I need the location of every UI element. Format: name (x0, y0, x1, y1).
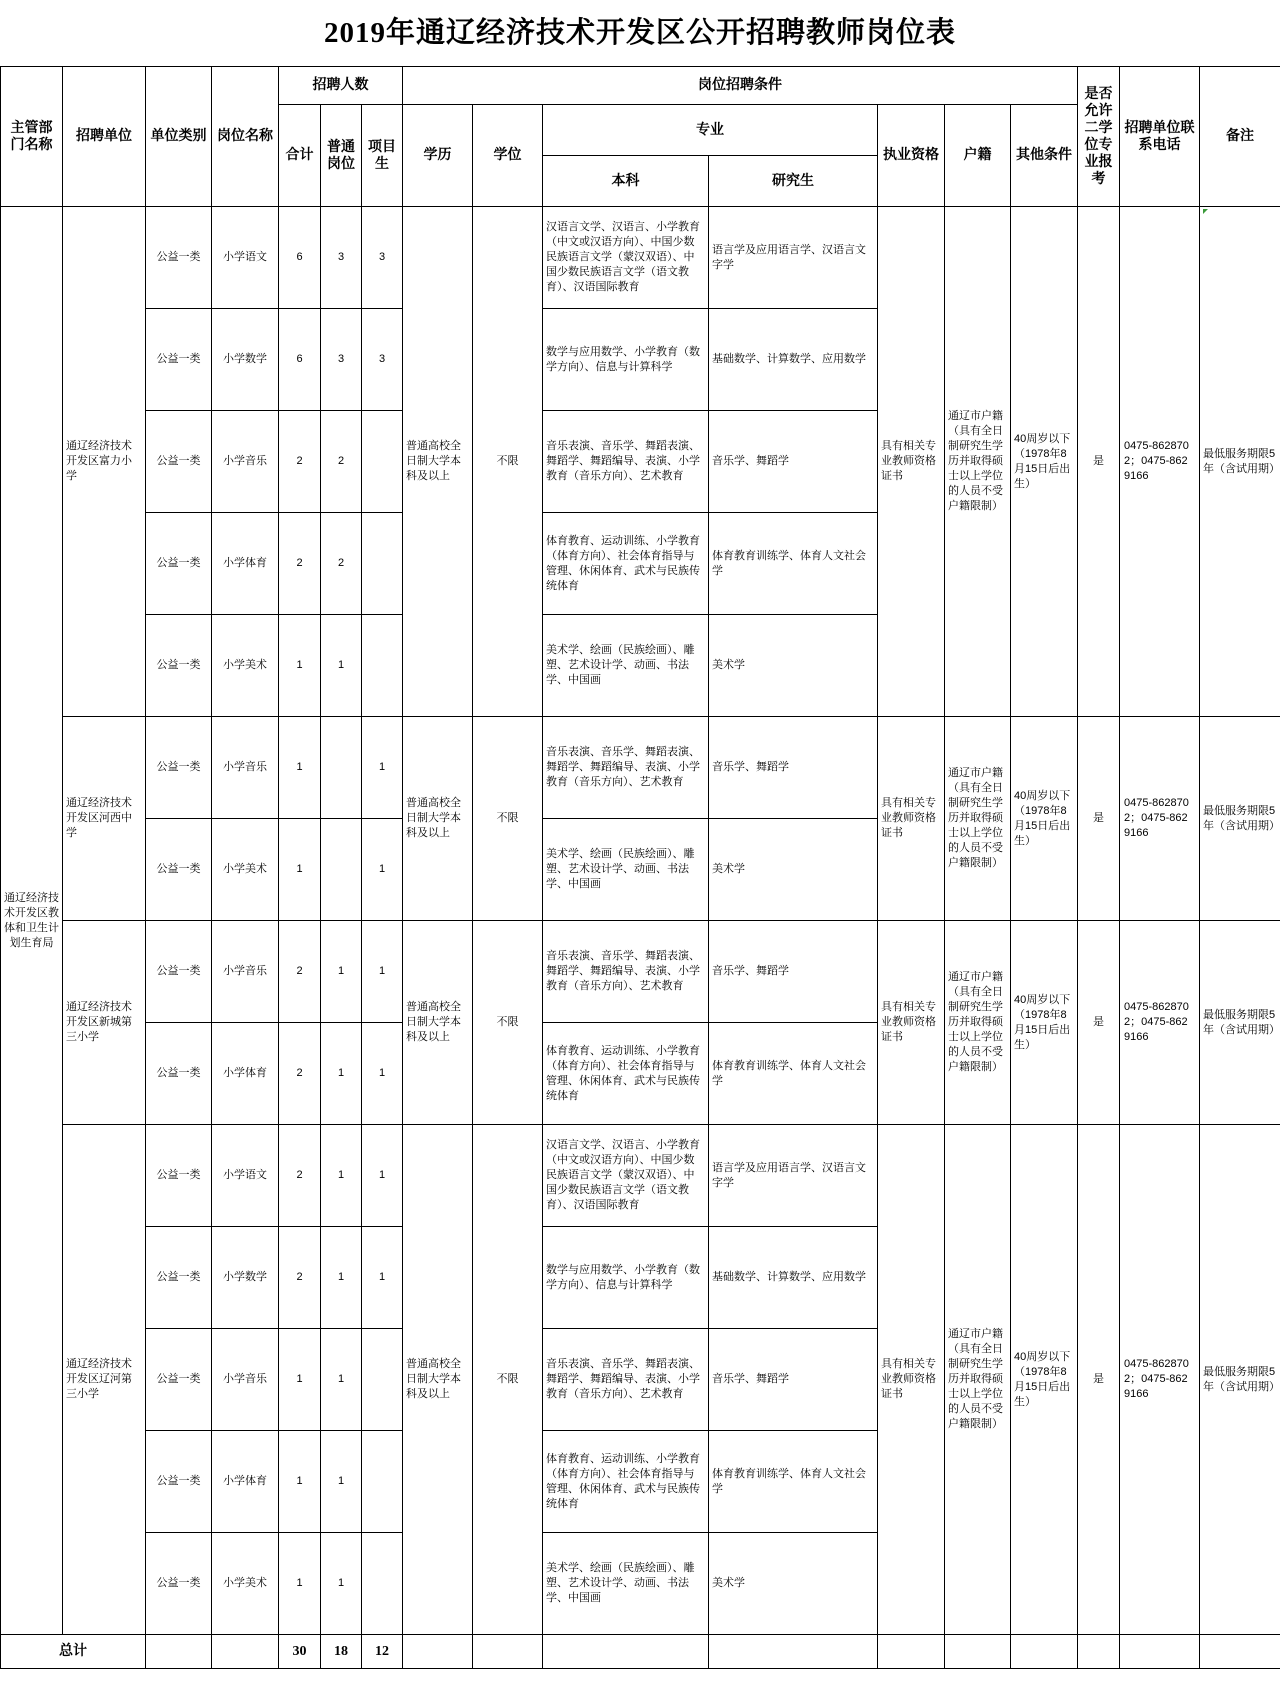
position-cell: 小学体育 (212, 1431, 279, 1533)
header-dept: 主管部门名称 (1, 67, 63, 207)
category-cell: 公益一类 (146, 717, 212, 819)
category-cell: 公益一类 (146, 1023, 212, 1125)
category-cell: 公益一类 (146, 309, 212, 411)
undergrad-cell: 汉语言文学、汉语言、小学教育（中文或汉语方向）、中国少数民族语言文学（蒙汉双语）、中国少数民族语言文学（语文教育）、汉语国际教育 (543, 1125, 709, 1227)
unit-cell: 通辽经济技术开发区河西中学 (63, 717, 146, 921)
other-cell: 40周岁以下（1978年8月15日后出生） (1011, 1125, 1078, 1635)
phone-cell: 0475-8628702；0475-8629166 (1120, 921, 1200, 1125)
category-cell: 公益一类 (146, 1227, 212, 1329)
graduate-cell: 基础数学、计算数学、应用数学 (709, 1227, 878, 1329)
qualification-cell: 具有相关专业教师资格证书 (878, 1125, 945, 1635)
header-undergrad: 本科 (543, 156, 709, 207)
undergrad-cell: 美术学、绘画（民族绘画）、雕塑、艺术设计学、动画、书法学、中国画 (543, 615, 709, 717)
project-cell: 3 (362, 309, 403, 411)
total-cell: 6 (279, 309, 321, 411)
total-cell: 1 (279, 717, 321, 819)
general-cell: 1 (321, 1533, 362, 1635)
header-phone: 招聘单位联系电话 (1120, 67, 1200, 207)
general-cell: 3 (321, 309, 362, 411)
general-cell: 1 (321, 1125, 362, 1227)
positions-table (0, 66, 1280, 1669)
project-cell: 3 (362, 207, 403, 309)
graduate-cell: 美术学 (709, 819, 878, 921)
category-cell: 公益一类 (146, 1329, 212, 1431)
category-cell: 公益一类 (146, 819, 212, 921)
second-degree-cell: 是 (1078, 921, 1120, 1125)
position-cell: 小学语文 (212, 1125, 279, 1227)
header-qualification: 执业资格 (878, 105, 945, 207)
general-cell (321, 717, 362, 819)
total-cell: 2 (279, 411, 321, 513)
header-second-degree: 是否允许二学位专业报考 (1078, 67, 1120, 207)
total-cell: 1 (279, 819, 321, 921)
remarks-cell: 最低服务期限5年（含试用期） (1200, 207, 1280, 717)
graduate-cell: 体育教育训练学、体育人文社会学 (709, 1431, 878, 1533)
header-conditions: 岗位招聘条件 (403, 67, 1078, 105)
project-cell (362, 513, 403, 615)
total-cell: 2 (279, 1023, 321, 1125)
general-cell: 1 (321, 1023, 362, 1125)
total-cell: 2 (279, 921, 321, 1023)
total-cell: 2 (279, 513, 321, 615)
dept-cell: 通辽经济技术开发区教体和卫生计划生育局 (1, 207, 63, 1635)
graduate-cell: 音乐学、舞蹈学 (709, 1329, 878, 1431)
header-project: 项目生 (362, 105, 403, 207)
graduate-cell: 音乐学、舞蹈学 (709, 411, 878, 513)
hukou-cell: 通辽市户籍（具有全日制研究生学历并取得硕士以上学位的人员不受户籍限制） (945, 921, 1011, 1125)
total-cell: 1 (279, 615, 321, 717)
empty-cell (212, 1635, 279, 1669)
category-cell: 公益一类 (146, 1125, 212, 1227)
cell-comment-indicator (1203, 209, 1208, 214)
project-cell (362, 411, 403, 513)
undergrad-cell: 体育教育、运动训练、小学教育（体育方向）、社会体育指导与管理、休闲体育、武术与民族传统体育 (543, 1023, 709, 1125)
undergrad-cell: 音乐表演、音乐学、舞蹈表演、舞蹈学、舞蹈编导、表演、小学教育（音乐方向）、艺术教育 (543, 921, 709, 1023)
project-cell: 1 (362, 819, 403, 921)
undergrad-cell: 汉语言文学、汉语言、小学教育（中文或汉语方向）、中国少数民族语言文学（蒙汉双语）、中国少数民族语言文学（语文教育）、汉语国际教育 (543, 207, 709, 309)
header-unit: 招聘单位 (63, 67, 146, 207)
empty-cell (1078, 1635, 1120, 1669)
graduate-cell: 美术学 (709, 615, 878, 717)
category-cell: 公益一类 (146, 513, 212, 615)
education-cell: 普通高校全日制大学本科及以上 (403, 921, 473, 1125)
unit-cell: 通辽经济技术开发区新城第三小学 (63, 921, 146, 1125)
table-row (1, 717, 1280, 819)
degree-cell: 不限 (473, 921, 543, 1125)
grand-total: 30 (279, 1635, 321, 1669)
empty-cell (1011, 1635, 1078, 1669)
remarks-cell: 最低服务期限5年（含试用期） (1200, 1125, 1280, 1635)
header-graduate: 研究生 (709, 156, 878, 207)
degree-cell: 不限 (473, 717, 543, 921)
empty-cell (403, 1635, 473, 1669)
graduate-cell: 语言学及应用语言学、汉语言文字学 (709, 1125, 878, 1227)
phone-cell: 0475-8628702；0475-8629166 (1120, 717, 1200, 921)
education-cell: 普通高校全日制大学本科及以上 (403, 1125, 473, 1635)
total-cell: 2 (279, 1125, 321, 1227)
grand-project: 12 (362, 1635, 403, 1669)
empty-cell (1200, 1635, 1280, 1669)
table-row (1, 207, 1280, 309)
position-cell: 小学数学 (212, 309, 279, 411)
total-cell: 1 (279, 1329, 321, 1431)
undergrad-cell: 数学与应用数学、小学教育（数学方向）、信息与计算科学 (543, 309, 709, 411)
undergrad-cell: 音乐表演、音乐学、舞蹈表演、舞蹈学、舞蹈编导、表演、小学教育（音乐方向）、艺术教育 (543, 411, 709, 513)
project-cell (362, 1431, 403, 1533)
graduate-cell: 体育教育训练学、体育人文社会学 (709, 513, 878, 615)
project-cell: 1 (362, 717, 403, 819)
general-cell: 2 (321, 411, 362, 513)
totals-row (1, 1635, 1280, 1669)
header-major: 专业 (543, 105, 878, 156)
hukou-cell: 通辽市户籍（具有全日制研究生学历并取得硕士以上学位的人员不受户籍限制） (945, 207, 1011, 717)
position-cell: 小学美术 (212, 615, 279, 717)
header-general: 普通岗位 (321, 105, 362, 207)
position-cell: 小学体育 (212, 1023, 279, 1125)
general-cell (321, 819, 362, 921)
header-hukou: 户籍 (945, 105, 1011, 207)
header-remarks: 备注 (1200, 67, 1280, 207)
position-cell: 小学音乐 (212, 921, 279, 1023)
project-cell (362, 615, 403, 717)
undergrad-cell: 音乐表演、音乐学、舞蹈表演、舞蹈学、舞蹈编导、表演、小学教育（音乐方向）、艺术教育 (543, 717, 709, 819)
header-degree: 学位 (473, 105, 543, 207)
project-cell (362, 1533, 403, 1635)
second-degree-cell: 是 (1078, 717, 1120, 921)
position-cell: 小学体育 (212, 513, 279, 615)
position-cell: 小学音乐 (212, 717, 279, 819)
second-degree-cell: 是 (1078, 1125, 1120, 1635)
header-count-group: 招聘人数 (279, 67, 403, 105)
project-cell: 1 (362, 1023, 403, 1125)
position-cell: 小学音乐 (212, 411, 279, 513)
header-total: 合计 (279, 105, 321, 207)
general-cell: 1 (321, 1431, 362, 1533)
undergrad-cell: 体育教育、运动训练、小学教育（体育方向）、社会体育指导与管理、休闲体育、武术与民族传统体育 (543, 513, 709, 615)
position-cell: 小学数学 (212, 1227, 279, 1329)
empty-cell (878, 1635, 945, 1669)
other-cell: 40周岁以下（1978年8月15日后出生） (1011, 717, 1078, 921)
total-cell: 1 (279, 1533, 321, 1635)
hukou-cell: 通辽市户籍（具有全日制研究生学历并取得硕士以上学位的人员不受户籍限制） (945, 717, 1011, 921)
phone-cell: 0475-8628702；0475-8629166 (1120, 207, 1200, 717)
category-cell: 公益一类 (146, 1431, 212, 1533)
graduate-cell: 音乐学、舞蹈学 (709, 717, 878, 819)
empty-cell (473, 1635, 543, 1669)
education-cell: 普通高校全日制大学本科及以上 (403, 207, 473, 717)
page-title: 2019年通辽经济技术开发区公开招聘教师岗位表 (323, 17, 956, 49)
other-cell: 40周岁以下（1978年8月15日后出生） (1011, 207, 1078, 717)
grand-general: 18 (321, 1635, 362, 1669)
position-cell: 小学美术 (212, 1533, 279, 1635)
qualification-cell: 具有相关专业教师资格证书 (878, 717, 945, 921)
project-cell: 1 (362, 1227, 403, 1329)
graduate-cell: 美术学 (709, 1533, 878, 1635)
undergrad-cell: 音乐表演、音乐学、舞蹈表演、舞蹈学、舞蹈编导、表演、小学教育（音乐方向）、艺术教育 (543, 1329, 709, 1431)
header-category: 单位类别 (146, 67, 212, 207)
category-cell: 公益一类 (146, 921, 212, 1023)
qualification-cell: 具有相关专业教师资格证书 (878, 921, 945, 1125)
remarks-cell: 最低服务期限5年（含试用期） (1200, 717, 1280, 921)
other-cell: 40周岁以下（1978年8月15日后出生） (1011, 921, 1078, 1125)
category-cell: 公益一类 (146, 207, 212, 309)
empty-cell (945, 1635, 1011, 1669)
general-cell: 2 (321, 513, 362, 615)
general-cell: 1 (321, 1329, 362, 1431)
total-cell: 2 (279, 1227, 321, 1329)
general-cell: 3 (321, 207, 362, 309)
degree-cell: 不限 (473, 207, 543, 717)
position-cell: 小学美术 (212, 819, 279, 921)
empty-cell (543, 1635, 709, 1669)
category-cell: 公益一类 (146, 411, 212, 513)
position-cell: 小学音乐 (212, 1329, 279, 1431)
hukou-cell: 通辽市户籍（具有全日制研究生学历并取得硕士以上学位的人员不受户籍限制） (945, 1125, 1011, 1635)
project-cell: 1 (362, 921, 403, 1023)
header-position: 岗位名称 (212, 67, 279, 207)
table-row (1, 921, 1280, 1023)
empty-cell (146, 1635, 212, 1669)
education-cell: 普通高校全日制大学本科及以上 (403, 717, 473, 921)
unit-cell: 通辽经济技术开发区辽河第三小学 (63, 1125, 146, 1635)
empty-cell (709, 1635, 878, 1669)
category-cell: 公益一类 (146, 1533, 212, 1635)
total-cell: 1 (279, 1431, 321, 1533)
second-degree-cell: 是 (1078, 207, 1120, 717)
graduate-cell: 语言学及应用语言学、汉语言文字学 (709, 207, 878, 309)
empty-cell (1120, 1635, 1200, 1669)
total-cell: 6 (279, 207, 321, 309)
undergrad-cell: 数学与应用数学、小学教育（数学方向）、信息与计算科学 (543, 1227, 709, 1329)
header-education: 学历 (403, 105, 473, 207)
position-cell: 小学语文 (212, 207, 279, 309)
graduate-cell: 音乐学、舞蹈学 (709, 921, 878, 1023)
general-cell: 1 (321, 615, 362, 717)
graduate-cell: 基础数学、计算数学、应用数学 (709, 309, 878, 411)
phone-cell: 0475-8628702；0475-8629166 (1120, 1125, 1200, 1635)
unit-cell: 通辽经济技术开发区富力小学 (63, 207, 146, 717)
undergrad-cell: 体育教育、运动训练、小学教育（体育方向）、社会体育指导与管理、休闲体育、武术与民族传统体育 (543, 1431, 709, 1533)
undergrad-cell: 美术学、绘画（民族绘画）、雕塑、艺术设计学、动画、书法学、中国画 (543, 1533, 709, 1635)
degree-cell: 不限 (473, 1125, 543, 1635)
general-cell: 1 (321, 1227, 362, 1329)
project-cell: 1 (362, 1125, 403, 1227)
project-cell (362, 1329, 403, 1431)
graduate-cell: 体育教育训练学、体育人文社会学 (709, 1023, 878, 1125)
header-other: 其他条件 (1011, 105, 1078, 207)
qualification-cell: 具有相关专业教师资格证书 (878, 207, 945, 717)
undergrad-cell: 美术学、绘画（民族绘画）、雕塑、艺术设计学、动画、书法学、中国画 (543, 819, 709, 921)
remarks-cell: 最低服务期限5年（含试用期） (1200, 921, 1280, 1125)
table-row (1, 1125, 1280, 1227)
total-label: 总计 (1, 1635, 146, 1669)
general-cell: 1 (321, 921, 362, 1023)
category-cell: 公益一类 (146, 615, 212, 717)
